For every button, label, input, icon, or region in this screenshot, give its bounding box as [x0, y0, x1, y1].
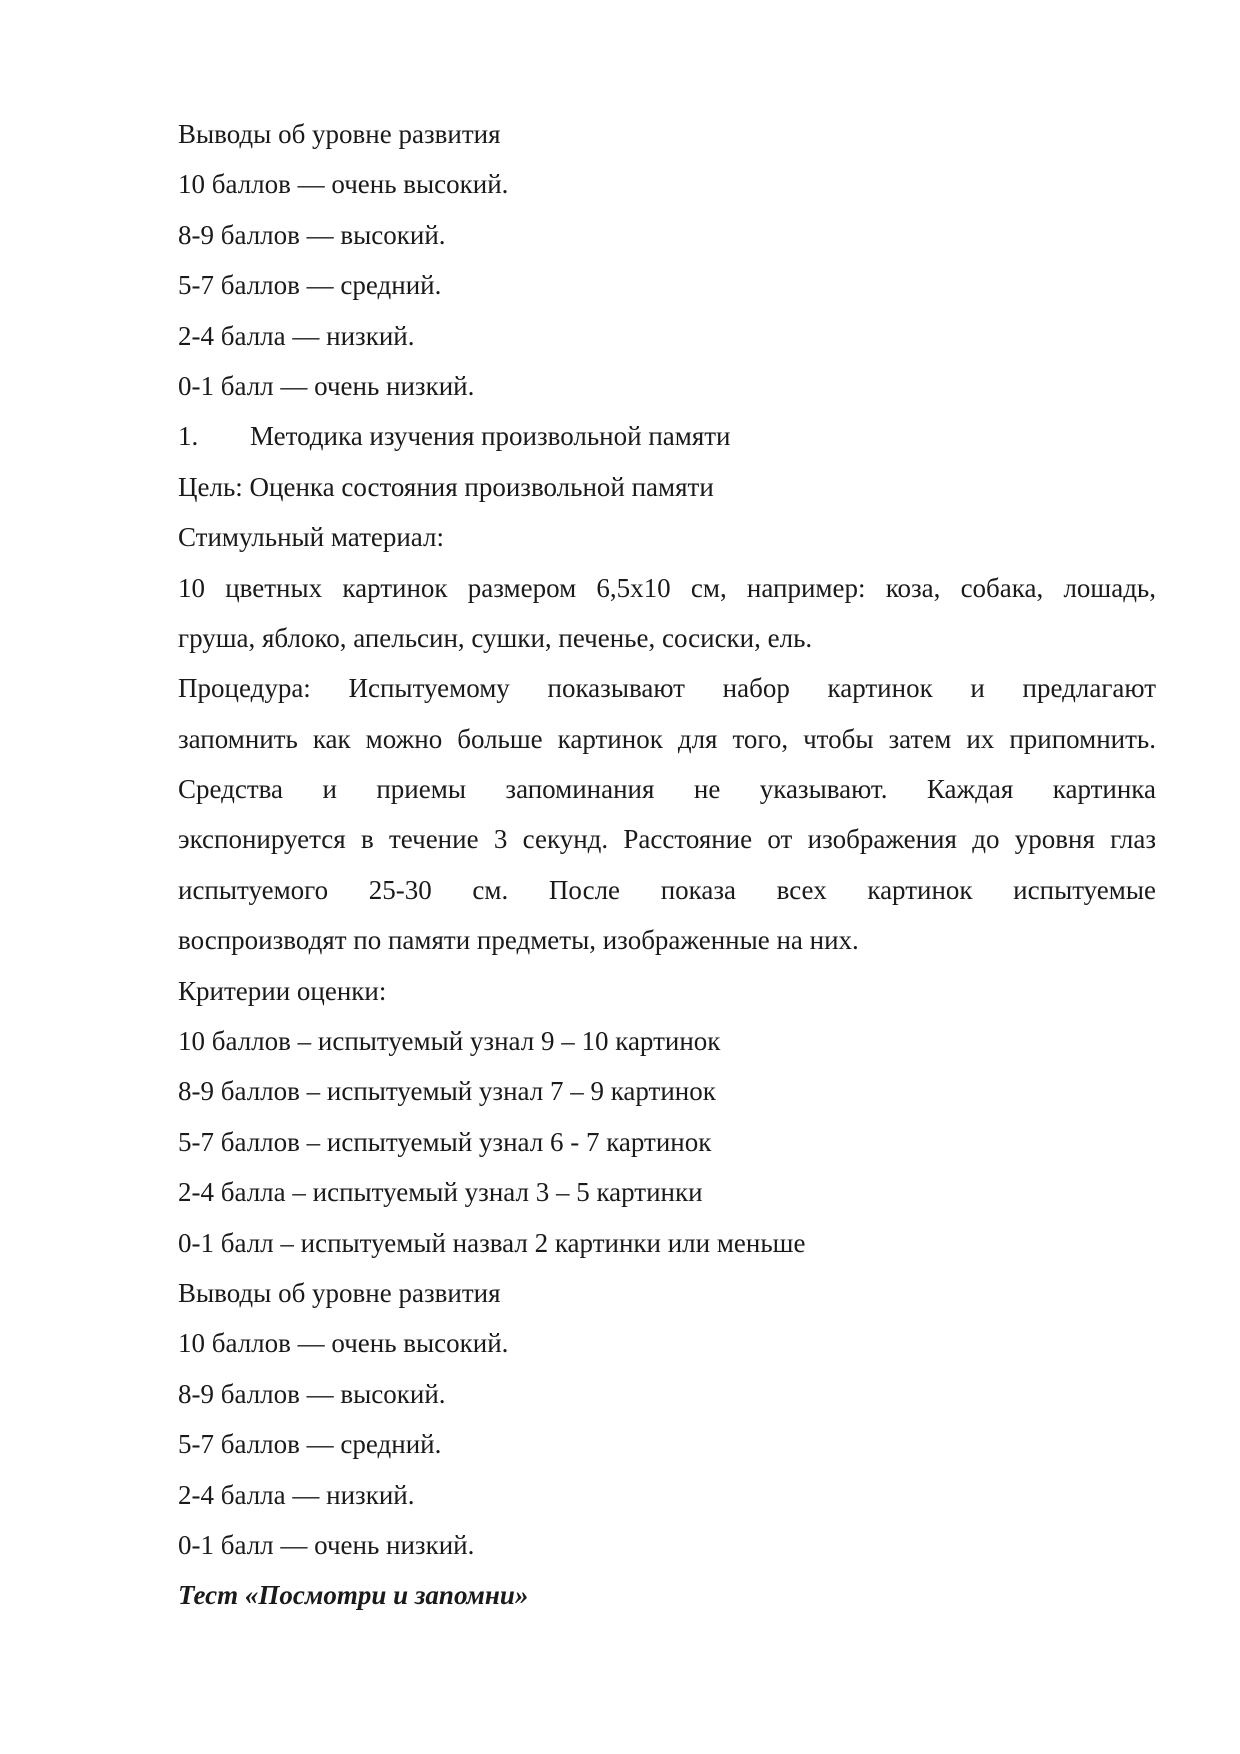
level-item: 8-9 баллов — высокий. — [178, 219, 446, 250]
procedure-line: экспонируется в течение 3 секунд. Расстояние от изображения до уровня глаз — [178, 824, 1156, 855]
criteria-item: 0-1 балл – испытуемый назвал 2 картинки или меньше — [178, 1227, 806, 1258]
method-goal: Цель: Оценка состояния произвольной памяти — [178, 471, 714, 502]
procedure-line: испытуемого 25-30 см. После показа всех картинок испытуемые — [178, 874, 1156, 905]
method-title: Методика изучения произвольной памяти — [250, 421, 731, 452]
stimulus-line: груша, яблоко, апельсин, сушки, печенье, сосиски, ель. — [178, 622, 813, 653]
procedure-line: воспроизводят по памяти предметы, изображенные на них. — [178, 925, 859, 956]
level-item: 10 баллов — очень высокий. — [178, 169, 509, 200]
level-item: 10 баллов — очень высокий. — [178, 1328, 509, 1359]
procedure-line: Средства и приемы запоминания не указывают. Каждая картинка — [178, 774, 1156, 805]
criteria-item: 2-4 балла – испытуемый узнал 3 – 5 картинки — [178, 1177, 703, 1208]
level-item: 8-9 баллов — высокий. — [178, 1378, 446, 1409]
criteria-item: 5-7 баллов – испытуемый узнал 6 - 7 картинок — [178, 1126, 712, 1157]
criteria-heading: Критерии оценки: — [178, 975, 387, 1006]
criteria-item: 8-9 баллов – испытуемый узнал 7 – 9 картинок — [178, 1076, 716, 1107]
stimulus-heading: Стимульный материал: — [178, 522, 444, 553]
procedure-line: запомнить как можно больше картинок для того, чтобы затем их припомнить. — [178, 723, 1156, 754]
criteria-item: 10 баллов – испытуемый узнал 9 – 10 картинок — [178, 1026, 721, 1057]
level-item: 2-4 балла — низкий. — [178, 1479, 415, 1510]
document-page — [178, 109, 1156, 1621]
conclusions-heading: Выводы об уровне развития — [178, 1277, 501, 1308]
level-item: 2-4 балла — низкий. — [178, 320, 415, 351]
next-test-title: Тест «Посмотри и запомни» — [178, 1580, 529, 1611]
level-item: 5-7 баллов — средний. — [178, 1429, 442, 1460]
procedure-line: Процедура: Испытуемому показывают набор картинок и предлагают — [178, 673, 1156, 704]
level-item: 0-1 балл — очень низкий. — [178, 1529, 475, 1560]
level-item: 5-7 баллов — средний. — [178, 270, 442, 301]
level-item: 0-1 балл — очень низкий. — [178, 370, 475, 401]
method-number: 1. — [178, 421, 199, 452]
stimulus-line: 10 цветных картинок размером 6,5x10 см, например: коза, собака, лошадь, — [178, 572, 1156, 603]
conclusions-heading: Выводы об уровне развития — [178, 119, 501, 149]
method-heading — [178, 411, 1156, 461]
